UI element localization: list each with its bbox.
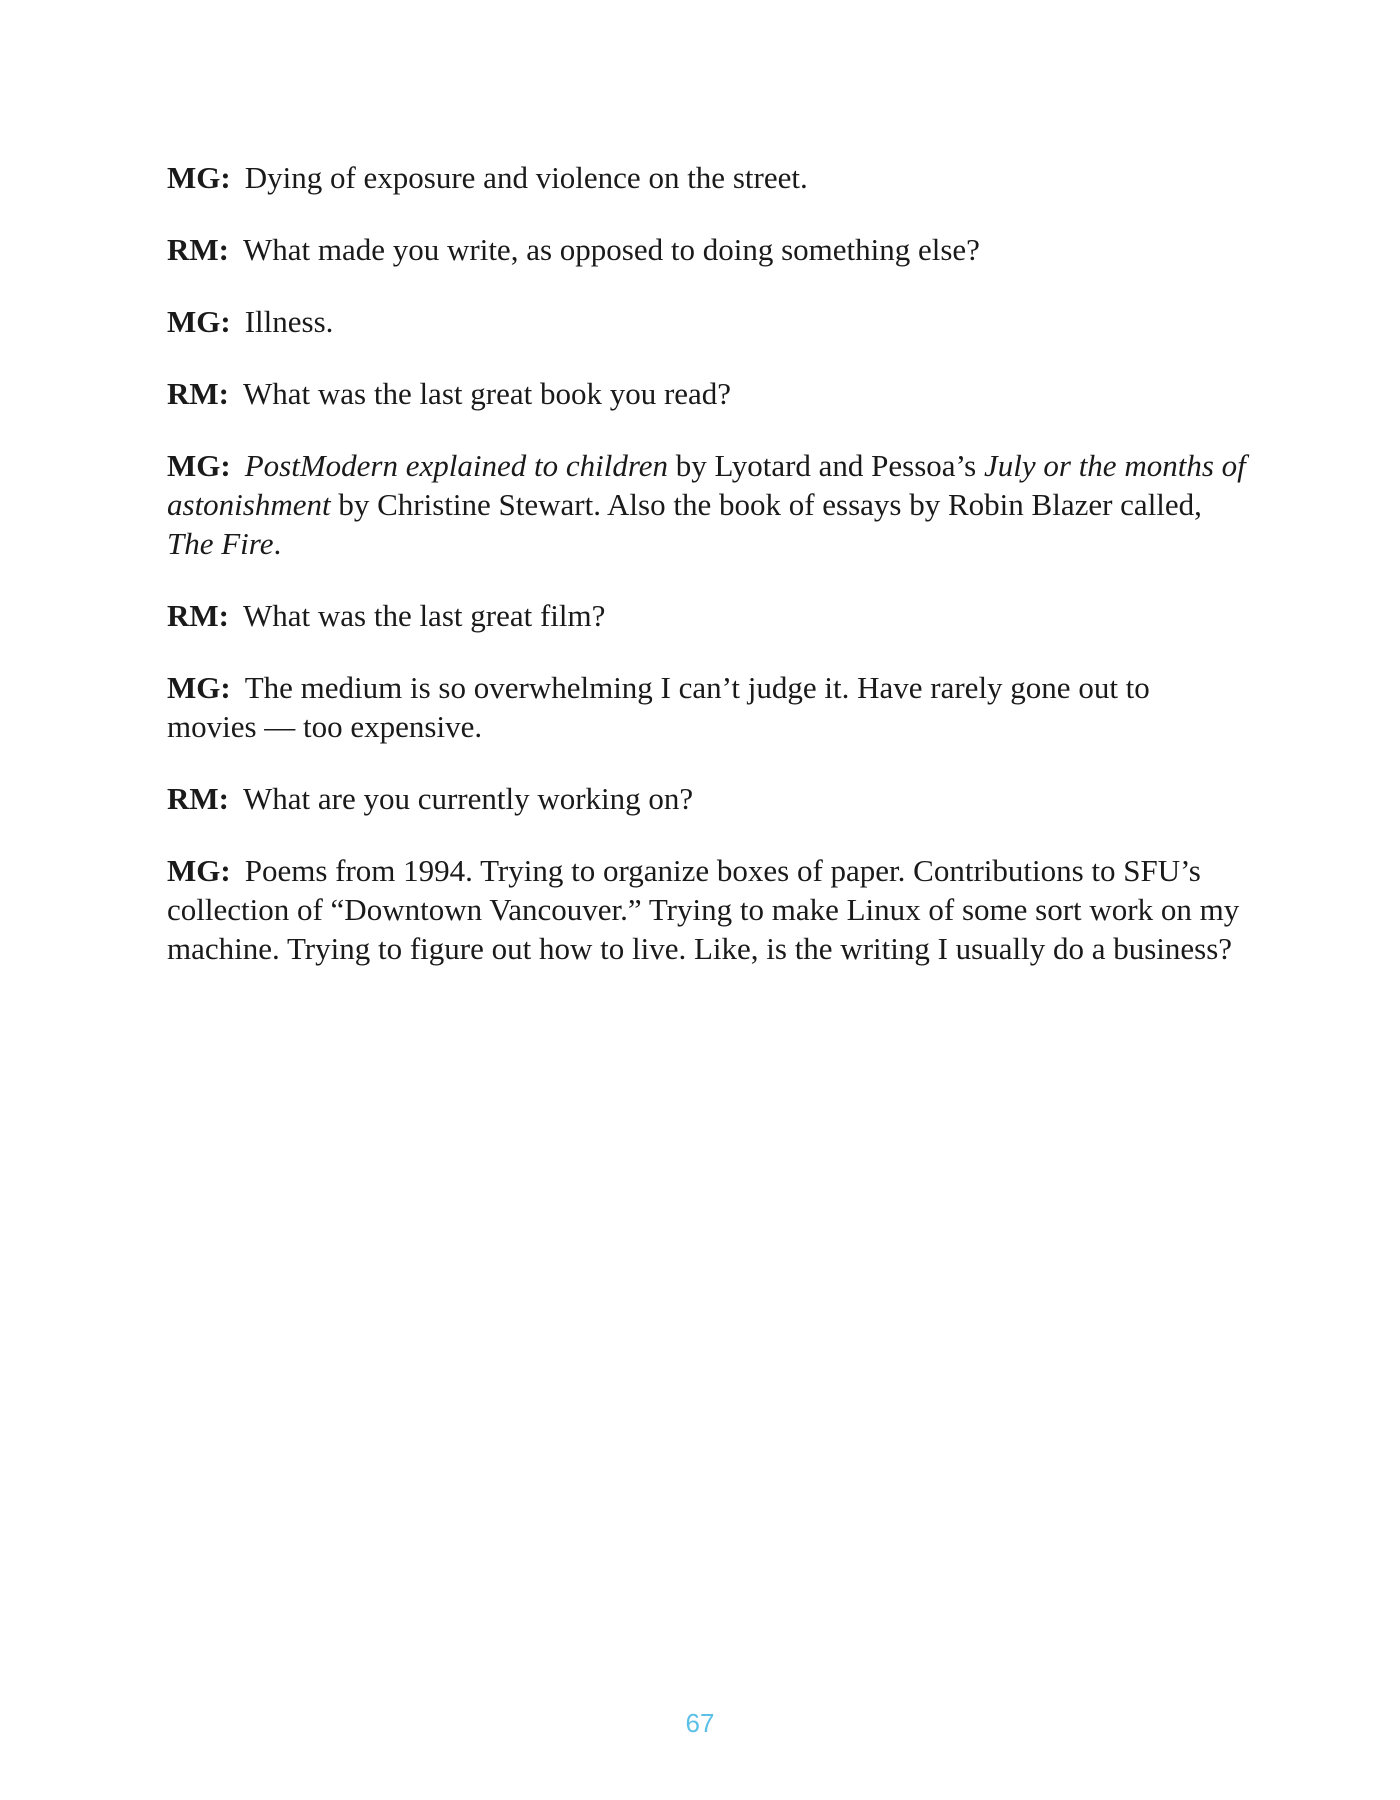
paragraph-text: Illness. xyxy=(244,304,334,339)
answer-paragraph xyxy=(167,851,1247,968)
speaker-label: RM : xyxy=(167,598,229,633)
answer-paragraph xyxy=(167,668,1247,746)
paragraph-text: by Christine Stewart. Also the book of essays by Robin Blazer called, xyxy=(330,487,1202,522)
speaker-label: MG : xyxy=(167,853,231,888)
page-number: 67 xyxy=(685,1708,715,1738)
paragraph-text: What was the last great film? xyxy=(242,598,606,633)
question-paragraph xyxy=(167,374,1247,413)
speaker-label: MG : xyxy=(167,304,231,339)
speaker-label: MG : xyxy=(167,670,231,705)
paragraph-text: . xyxy=(273,526,282,561)
question-paragraph xyxy=(167,596,1247,635)
italic-title: PostModern explained to children xyxy=(244,448,668,483)
answer-paragraph xyxy=(167,302,1247,341)
paragraph-text: What was the last great book you read? xyxy=(242,376,732,411)
speaker-label: MG : xyxy=(167,448,231,483)
answer-paragraph xyxy=(167,158,1247,197)
paragraph-text: Dying of exposure and violence on the street. xyxy=(244,160,808,195)
interview-transcript xyxy=(167,158,1247,1001)
speaker-label: RM : xyxy=(167,781,229,816)
answer-paragraph xyxy=(167,446,1247,563)
paragraph-text: What are you currently working on? xyxy=(242,781,694,816)
speaker-label: RM : xyxy=(167,232,229,267)
italic-title: The Fire xyxy=(167,526,274,561)
speaker-label: MG : xyxy=(167,160,231,195)
paragraph-text: What made you write, as opposed to doing something else? xyxy=(242,232,980,267)
question-paragraph xyxy=(167,230,1247,269)
speaker-label: RM : xyxy=(167,376,229,411)
paragraph-text: Poems from 1994. Trying to organize boxes of paper. Contributions to SFU’s collection of “Downtown Vancouver.” Trying to make Linux of some sort work on my machine. Trying to figure out how to live. Like, is the writing I usually do a business? xyxy=(167,853,1240,966)
question-paragraph xyxy=(167,779,1247,818)
paragraph-text: by Lyotard and Pessoa’s xyxy=(668,448,984,483)
italic-title: July or the months of astonishment xyxy=(167,448,1246,522)
paragraph-text: The medium is so overwhelming I can’t judge it. Have rarely gone out to movies — too expensive. xyxy=(167,670,1150,744)
